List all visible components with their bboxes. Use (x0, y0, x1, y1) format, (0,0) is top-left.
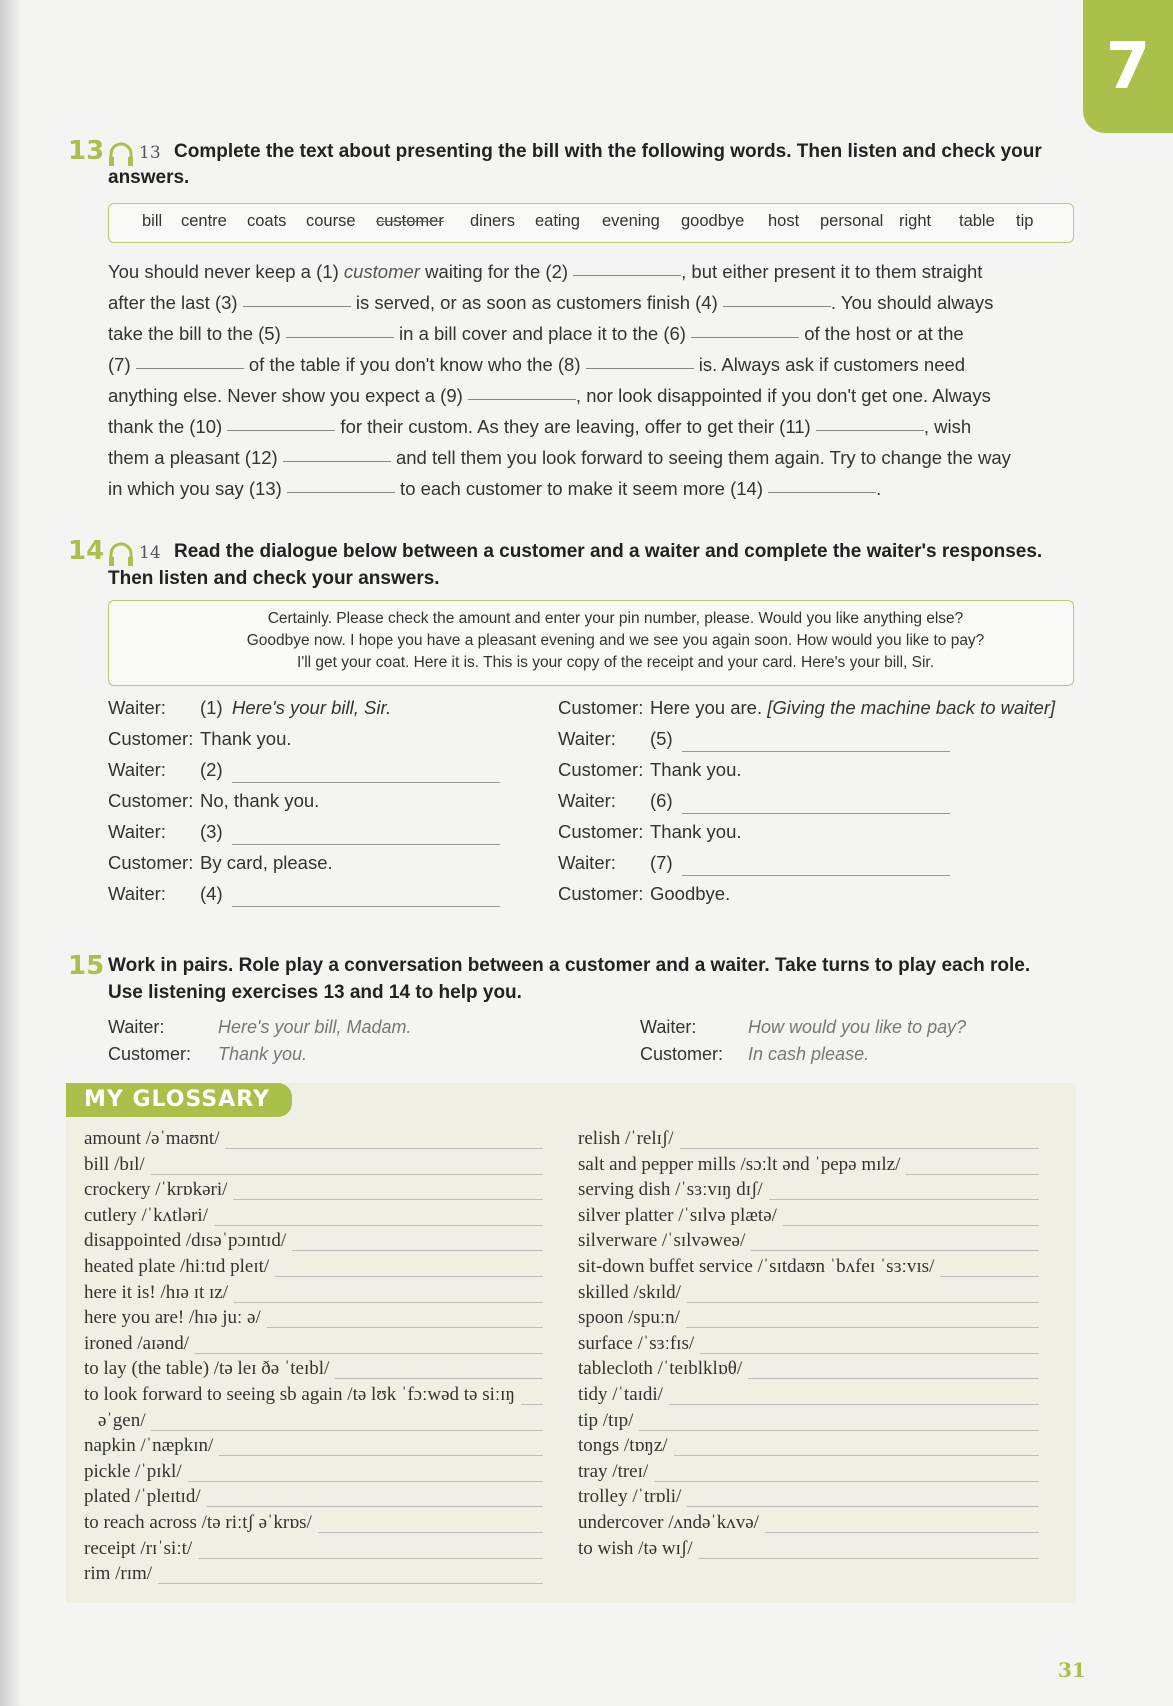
paragraph-line (108, 351, 1068, 379)
word-bank-item: host (768, 212, 800, 230)
answer-blank[interactable] (232, 843, 500, 845)
glossary-write-line[interactable] (151, 1429, 543, 1431)
glossary-write-line[interactable] (940, 1275, 1039, 1277)
glossary-entry: plated /ˈpleɪtɪd/ (84, 1486, 201, 1508)
phrase-bank-line-1: Certainly. Please check the amount and enter your pin number, please. Would you like anything else? (267, 610, 964, 627)
glossary-entry: napkin /ˈnæpkɪn/ (84, 1435, 214, 1457)
paragraph-text: , nor look disappointed if you don't get one. Always (575, 385, 991, 406)
answer-blank[interactable] (573, 274, 681, 276)
line-number: (2) (200, 759, 223, 780)
glossary-write-line[interactable] (292, 1249, 543, 1251)
exercise-15-instruction: Work in pairs. Role play a conversation between a customer and a waiter. Take turns to play each role. (108, 955, 1031, 976)
exercise-14-instruction: Read the dialogue below between a customer and a waiter and complete the waiter's responses. (174, 541, 1043, 562)
word-bank-item: course (306, 212, 356, 230)
glossary-entry: crockery /ˈkrɒkəri/ (84, 1179, 228, 1201)
answer-blank[interactable] (227, 429, 335, 431)
word-bank-item: coats (247, 212, 287, 230)
glossary-write-line[interactable] (219, 1454, 543, 1456)
glossary-entry: here you are! /hɪə juː ə/ (84, 1307, 261, 1329)
paragraph-text: to each customer to make it seem more (14) (394, 478, 769, 499)
glossary-entry: spoon /spuːn/ (578, 1307, 680, 1329)
answer-blank[interactable] (286, 336, 394, 338)
word-bank-item: centre (181, 212, 227, 230)
speaker-label: Customer: (558, 697, 644, 718)
speaker-label: Waiter: (108, 759, 166, 780)
glossary-write-line[interactable] (687, 1301, 1039, 1303)
glossary-entry: bill /bɪl/ (84, 1153, 145, 1175)
speaker-label: Waiter: (558, 790, 616, 811)
answer-blank[interactable] (232, 781, 500, 783)
answer-blank[interactable] (682, 812, 950, 814)
example-answer: customer (343, 261, 420, 282)
line-number: (6) (650, 790, 673, 811)
glossary-write-line[interactable] (654, 1480, 1039, 1482)
glossary-title: MY GLOSSARY (66, 1083, 292, 1117)
glossary-entry: here it is! /hɪə ɪt ɪz/ (84, 1281, 229, 1303)
exercise-13-instruction-cont: answers. (108, 167, 190, 188)
speaker-label: Customer: (108, 852, 194, 873)
word-bank-item: bill (142, 212, 163, 230)
word-bank-item: right (899, 212, 932, 230)
glossary-write-line[interactable] (214, 1224, 543, 1226)
exercise-15-number: 15 (68, 951, 105, 981)
exercise-14-instruction-cont: Then listen and check your answers. (108, 568, 440, 589)
glossary-entry: sit-down buffet service /ˈsɪtdaʊn ˈbʌfeɪ ˈsɜːvɪs/ (578, 1256, 935, 1277)
glossary-entry: ironed /aɪənd/ (84, 1332, 189, 1354)
glossary-write-line[interactable] (151, 1173, 543, 1175)
headphones-icon[interactable] (108, 540, 134, 568)
paragraph-text: and tell them you look forward to seeing them again. Try to change the way (390, 447, 1011, 468)
speaker-label: Waiter: (558, 852, 616, 873)
glossary-entry: to look forward to seeing sb again /tə lʊk ˈfɔːwəd tə siːɪŋ (84, 1384, 515, 1405)
paragraph-line (108, 320, 1068, 348)
line-number: (7) (650, 852, 673, 873)
answer-blank[interactable] (586, 367, 694, 369)
dialogue-text: Thank you. (650, 821, 742, 842)
paragraph-line (108, 382, 1068, 410)
glossary-entry: to wish /tə wɪʃ/ (578, 1537, 693, 1559)
paragraph-text: thank the (10) (108, 416, 228, 437)
glossary-write-line[interactable] (198, 1557, 543, 1559)
role-speaker: Customer: (108, 1044, 192, 1064)
glossary-entry: tray /treɪ/ (578, 1460, 649, 1482)
glossary-write-line[interactable] (687, 1505, 1039, 1507)
speaker-label: Waiter: (558, 728, 616, 749)
line-number: (3) (200, 821, 223, 842)
answer-blank[interactable] (287, 491, 395, 493)
role-speaker: Customer: (640, 1044, 724, 1064)
paragraph-text: anything else. Never show you expect a (9) (108, 385, 468, 406)
glossary-entry: silverware /ˈsɪlvəweə/ (578, 1230, 746, 1252)
paragraph-text: of the host or at the (799, 323, 964, 344)
glossary-entry: tidy /ˈtaɪdi/ (578, 1384, 663, 1405)
paragraph-text: , but either present it to them straight (681, 261, 983, 282)
dialogue-text: Thank you. (650, 759, 742, 780)
dialogue-text: Thank you. (200, 728, 292, 749)
speaker-label: Waiter: (108, 883, 166, 904)
word-bank-item: diners (470, 212, 515, 230)
answer-blank[interactable] (768, 491, 876, 493)
paragraph-text: of the table if you don't know who the (8) (243, 354, 586, 375)
chapter-tab: 7 (1083, 0, 1173, 133)
paragraph-text: . You should always (830, 292, 994, 313)
paragraph-text: waiting for the (2) (419, 261, 574, 282)
glossary-write-line[interactable] (188, 1480, 543, 1482)
glossary-write-line[interactable] (669, 1403, 1039, 1405)
glossary-write-line[interactable] (275, 1275, 543, 1277)
paragraph-text: them a pleasant (12) (108, 447, 283, 468)
glossary-entry: to reach across /tə riːtʃ əˈkrɒs/ (84, 1512, 312, 1533)
glossary-write-line[interactable] (751, 1249, 1039, 1251)
exercise-14-number: 14 (68, 536, 105, 566)
paragraph-line (108, 413, 1068, 441)
glossary-entry: disappointed /dɪsəˈpɔɪntɪd/ (84, 1230, 287, 1252)
answer-blank[interactable] (232, 905, 500, 907)
paragraph-text: You should never keep a (1) (108, 261, 344, 282)
glossary-entry: serving dish /ˈsɜːvɪŋ dɪʃ/ (578, 1179, 763, 1201)
role-line: Here's your bill, Madam. (218, 1017, 412, 1037)
glossary-write-line[interactable] (158, 1582, 543, 1584)
answer-blank[interactable] (691, 336, 799, 338)
role-line: How would you like to pay? (748, 1017, 967, 1037)
speaker-label: Customer: (108, 790, 194, 811)
exercise-13-number: 13 (68, 136, 105, 166)
glossary-write-line[interactable] (207, 1505, 543, 1507)
speaker-label: Customer: (558, 759, 644, 780)
glossary-entry: amount /əˈmaʊnt/ (84, 1128, 220, 1149)
glossary-entry: cutlery /ˈkʌtləri/ (84, 1204, 208, 1226)
role-line: In cash please. (748, 1044, 870, 1064)
word-bank-item: customer (376, 212, 444, 230)
glossary-entry: receipt /rɪˈsiːt/ (84, 1537, 193, 1559)
paragraph-text: in which you say (13) (108, 478, 287, 499)
answer-blank[interactable] (136, 367, 244, 369)
glossary-entry: trolley /ˈtrɒli/ (578, 1486, 682, 1508)
dialogue-text: Here you are. [Giving the machine back to waiter] (650, 697, 1056, 718)
word-bank-item: tip (1016, 212, 1034, 230)
glossary-entry: əˈgen/ (98, 1409, 146, 1431)
glossary-write-line[interactable] (225, 1147, 543, 1149)
answer-blank[interactable] (468, 398, 576, 400)
paragraph-line (108, 258, 1068, 286)
speaker-label: Customer: (558, 821, 644, 842)
speaker-label: Waiter: (108, 821, 166, 842)
answer-blank[interactable] (682, 750, 950, 752)
glossary-write-line[interactable] (195, 1352, 543, 1354)
word-bank-item: evening (602, 212, 660, 230)
line-number: (4) (200, 883, 223, 904)
page-number: 31 (1058, 1658, 1086, 1682)
headphones-icon[interactable] (108, 140, 134, 168)
glossary-write-line[interactable] (769, 1198, 1039, 1200)
phrase-bank-line-2: Goodbye now. I hope you have a pleasant evening and we see you again soon. How would you like to pay? (246, 632, 985, 649)
glossary-write-line[interactable] (680, 1147, 1039, 1149)
speaker-label: Customer: (558, 883, 644, 904)
glossary-entry: tip /tɪp/ (578, 1409, 634, 1431)
glossary-entry: surface /ˈsɜːfɪs/ (578, 1332, 695, 1354)
glossary-write-line[interactable] (521, 1403, 543, 1405)
glossary-entry: rim /rɪm/ (84, 1563, 153, 1585)
glossary-entry: heated plate /hiːtɪd pleɪt/ (84, 1256, 270, 1277)
track-number: 14 (139, 543, 161, 563)
glossary-write-line[interactable] (234, 1301, 543, 1303)
paragraph-text: is. Always ask if customers need (693, 354, 966, 375)
glossary-entry: skilled /skɪld/ (578, 1281, 681, 1303)
glossary-write-line[interactable] (233, 1198, 543, 1200)
role-speaker: Waiter: (640, 1017, 697, 1037)
glossary-write-line[interactable] (335, 1377, 543, 1379)
answer-blank[interactable] (243, 305, 351, 307)
paragraph-text: is served, or as soon as customers finish (4) (350, 292, 723, 313)
word-bank-item: personal (820, 212, 884, 230)
glossary-write-line[interactable] (267, 1326, 543, 1328)
word-bank-item: table (959, 212, 995, 230)
answer-blank[interactable] (283, 460, 391, 462)
glossary-write-line[interactable] (686, 1326, 1039, 1328)
line-number: (1) (200, 697, 223, 718)
answer-blank[interactable] (816, 429, 924, 431)
exercise-15-instruction-cont: Use listening exercises 13 and 14 to help you. (108, 982, 522, 1003)
paragraph-text: in a bill cover and place it to the (6) (393, 323, 692, 344)
dialogue-text: Goodbye. (650, 883, 731, 904)
glossary-write-line[interactable] (639, 1429, 1039, 1431)
glossary-write-line[interactable] (906, 1173, 1039, 1175)
speaker-label: Waiter: (108, 697, 166, 718)
word-bank-item: eating (535, 212, 580, 230)
paragraph-line (108, 475, 1068, 503)
glossary-write-line[interactable] (700, 1352, 1039, 1354)
dialogue-text: No, thank you. (200, 790, 320, 811)
paragraph-text: take the bill to the (5) (108, 323, 286, 344)
glossary-write-line[interactable] (748, 1377, 1039, 1379)
page-gutter-shadow (0, 0, 22, 1706)
exercise-13-instruction: Complete the text about presenting the bill with the following words. Then listen and check your (174, 141, 1042, 162)
glossary-write-line[interactable] (783, 1224, 1039, 1226)
dialogue-text: By card, please. (200, 852, 333, 873)
glossary-write-line[interactable] (318, 1531, 543, 1533)
glossary-entry: salt and pepper mills /sɔːlt ənd ˈpepə mɪlz/ (578, 1153, 901, 1175)
line-number: (5) (650, 728, 673, 749)
role-speaker: Waiter: (108, 1017, 165, 1037)
paragraph-line (108, 289, 1068, 317)
paragraph-text: , wish (923, 416, 972, 437)
answer-blank[interactable] (682, 874, 950, 876)
glossary-entry: silver platter /ˈsɪlvə plætə/ (578, 1204, 777, 1226)
glossary-write-line[interactable] (765, 1531, 1039, 1533)
paragraph-text: after the last (3) (108, 292, 243, 313)
example-answer: Here's your bill, Sir. (232, 697, 392, 718)
glossary-write-line[interactable] (674, 1454, 1039, 1456)
glossary-write-line[interactable] (699, 1557, 1039, 1559)
speaker-label: Customer: (108, 728, 194, 749)
glossary-entry: tongs /tɒŋz/ (578, 1435, 668, 1457)
paragraph-text: . (876, 478, 882, 499)
glossary-entry: to lay (the table) /tə leɪ ðə ˈteɪbl/ (84, 1358, 330, 1380)
paragraph-text: (7) (108, 354, 136, 375)
glossary-entry: pickle /ˈpɪkl/ (84, 1460, 182, 1482)
role-line: Thank you. (218, 1044, 308, 1064)
answer-blank[interactable] (723, 305, 831, 307)
glossary-entry: relish /ˈrelɪʃ/ (578, 1128, 674, 1149)
track-number: 13 (139, 143, 161, 163)
word-bank-item: goodbye (681, 212, 745, 230)
phrase-bank-line-3: I'll get your coat. Here it is. This is your copy of the receipt and your card. Here's your bill, Sir. (296, 654, 935, 671)
glossary-entry: undercover /ʌndəˈkʌvə/ (578, 1512, 759, 1533)
stage-direction: [Giving the machine back to waiter] (762, 697, 1056, 718)
paragraph-text: for their custom. As they are leaving, offer to get their (11) (335, 416, 816, 437)
glossary-entry: tablecloth /ˈteɪblklɒθ/ (578, 1358, 743, 1380)
paragraph-line (108, 444, 1068, 472)
